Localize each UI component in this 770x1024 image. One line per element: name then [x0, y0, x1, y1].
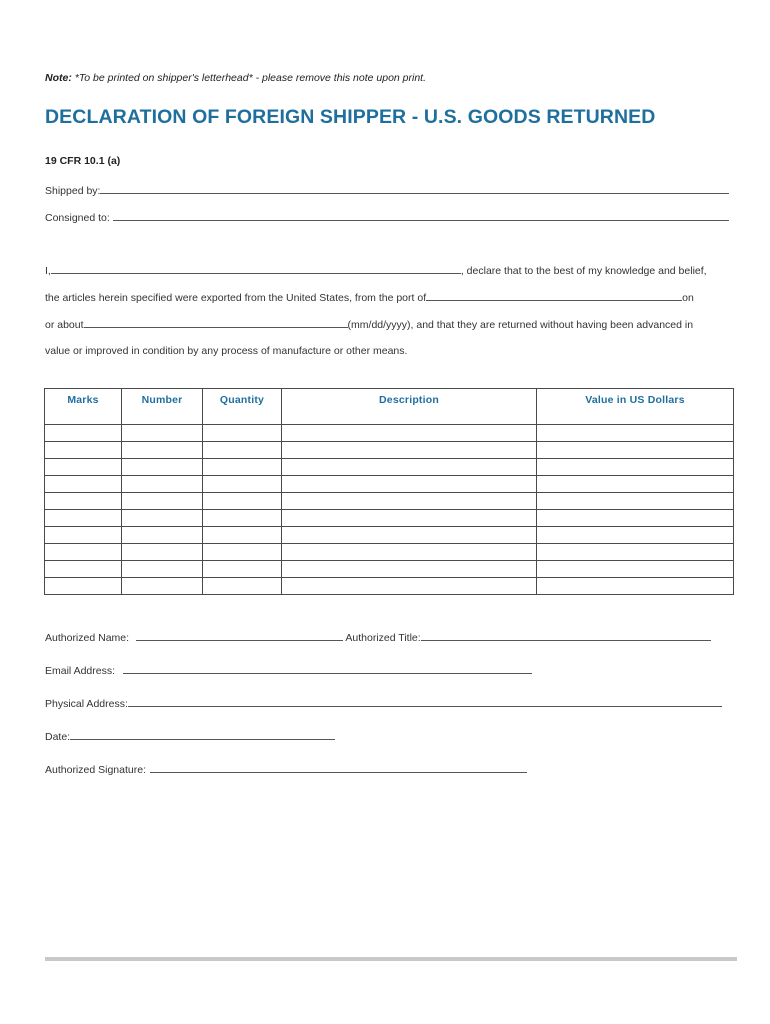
- date-label: Date:: [45, 731, 71, 743]
- shipped-by-field[interactable]: [100, 184, 729, 194]
- description-cell[interactable]: [282, 527, 537, 544]
- cfr-reference: 19 CFR 10.1 (a): [45, 155, 121, 167]
- number-cell[interactable]: [122, 442, 203, 459]
- header-quantity: Quantity: [203, 389, 282, 425]
- authorized-title-label: Authorized Title:: [343, 632, 421, 644]
- table-row: [45, 510, 734, 527]
- table-row: [45, 476, 734, 493]
- value-cell[interactable]: [537, 476, 734, 493]
- physical-address-row: [45, 697, 722, 710]
- number-cell[interactable]: [122, 578, 203, 595]
- articles-text: the articles herein specified were exported from the United States, from the port of: [45, 292, 427, 304]
- marks-cell[interactable]: [45, 561, 122, 578]
- value-statement: value or improved in condition by any process of manufacture or other means.: [45, 345, 408, 357]
- page-title: DECLARATION OF FOREIGN SHIPPER - U.S. GOODS RETURNED: [45, 106, 656, 128]
- goods-table: [44, 388, 734, 595]
- footer-divider: [45, 957, 737, 961]
- consigned-to-label: Consigned to:: [45, 212, 113, 224]
- consigned-to-row: [45, 211, 729, 224]
- number-cell[interactable]: [122, 476, 203, 493]
- table-row: [45, 442, 734, 459]
- number-cell[interactable]: [122, 510, 203, 527]
- physical-address-label: Physical Address:: [45, 698, 128, 710]
- export-port-field[interactable]: [426, 291, 682, 301]
- shipped-by-label: Shipped by:: [45, 185, 101, 197]
- quantity-cell[interactable]: [203, 425, 282, 442]
- print-note: [45, 72, 426, 84]
- export-date-field[interactable]: [84, 318, 348, 328]
- quantity-cell[interactable]: [203, 459, 282, 476]
- table-row: [45, 425, 734, 442]
- description-cell[interactable]: [282, 510, 537, 527]
- value-cell[interactable]: [537, 578, 734, 595]
- description-cell[interactable]: [282, 425, 537, 442]
- quantity-cell[interactable]: [203, 578, 282, 595]
- header-value-usd: Value in US Dollars: [537, 389, 734, 425]
- note-text: *To be printed on shipper's letterhead* - please remove this note upon print.: [71, 72, 427, 84]
- table-header-row: [45, 389, 734, 425]
- authorized-name-row: [45, 631, 711, 644]
- number-cell[interactable]: [122, 544, 203, 561]
- value-cell[interactable]: [537, 527, 734, 544]
- date-field[interactable]: [70, 730, 335, 740]
- table-row: [45, 561, 734, 578]
- value-cell[interactable]: [537, 493, 734, 510]
- date-row: [45, 730, 335, 743]
- marks-cell[interactable]: [45, 459, 122, 476]
- marks-cell[interactable]: [45, 476, 122, 493]
- quantity-cell[interactable]: [203, 527, 282, 544]
- declarant-name-field[interactable]: [51, 264, 461, 274]
- value-cell[interactable]: [537, 561, 734, 578]
- number-cell[interactable]: [122, 561, 203, 578]
- table-row: [45, 544, 734, 561]
- number-cell[interactable]: [122, 459, 203, 476]
- quantity-cell[interactable]: [203, 544, 282, 561]
- note-label: Note:: [45, 72, 72, 84]
- marks-cell[interactable]: [45, 425, 122, 442]
- marks-cell[interactable]: [45, 544, 122, 561]
- description-cell[interactable]: [282, 459, 537, 476]
- authorized-name-field[interactable]: [136, 631, 343, 641]
- on-text: on: [682, 292, 694, 304]
- table-row: [45, 493, 734, 510]
- email-field[interactable]: [123, 664, 532, 674]
- header-description: Description: [282, 389, 537, 425]
- table-row: [45, 459, 734, 476]
- authorized-name-label: Authorized Name:: [45, 632, 130, 644]
- value-cell[interactable]: [537, 510, 734, 527]
- marks-cell[interactable]: [45, 442, 122, 459]
- description-cell[interactable]: [282, 544, 537, 561]
- marks-cell[interactable]: [45, 578, 122, 595]
- email-row: [45, 664, 532, 677]
- header-number: Number: [122, 389, 203, 425]
- description-cell[interactable]: [282, 493, 537, 510]
- value-cell[interactable]: [537, 544, 734, 561]
- value-cell[interactable]: [537, 425, 734, 442]
- quantity-cell[interactable]: [203, 510, 282, 527]
- quantity-cell[interactable]: [203, 442, 282, 459]
- number-cell[interactable]: [122, 425, 203, 442]
- signature-field[interactable]: [150, 763, 527, 773]
- marks-cell[interactable]: [45, 493, 122, 510]
- table-row: [45, 578, 734, 595]
- marks-cell[interactable]: [45, 510, 122, 527]
- date-format-text: (mm/dd/yyyy), and that they are returned without having been advanced in: [347, 319, 694, 331]
- declarant-prefix: I,: [45, 265, 51, 277]
- quantity-cell[interactable]: [203, 493, 282, 510]
- declare-text: , declare that to the best of my knowledge and belief,: [460, 265, 707, 277]
- marks-cell[interactable]: [45, 527, 122, 544]
- description-cell[interactable]: [282, 561, 537, 578]
- table-row: [45, 527, 734, 544]
- shipped-by-row: [45, 184, 729, 197]
- email-label: Email Address:: [45, 665, 116, 677]
- description-cell[interactable]: [282, 442, 537, 459]
- declarant-row: [45, 264, 707, 277]
- authorized-title-field[interactable]: [421, 631, 711, 641]
- value-cell[interactable]: [537, 459, 734, 476]
- signature-row: [45, 763, 527, 776]
- description-cell[interactable]: [282, 476, 537, 493]
- physical-address-field[interactable]: [128, 697, 722, 707]
- export-port-row: [45, 291, 694, 304]
- number-cell[interactable]: [122, 493, 203, 510]
- header-marks: Marks: [45, 389, 122, 425]
- export-date-row: [45, 318, 693, 331]
- quantity-cell[interactable]: [203, 476, 282, 493]
- quantity-cell[interactable]: [203, 561, 282, 578]
- number-cell[interactable]: [122, 527, 203, 544]
- description-cell[interactable]: [282, 578, 537, 595]
- signature-label: Authorized Signature:: [45, 764, 146, 776]
- consigned-to-field[interactable]: [113, 211, 729, 221]
- or-about-text: or about: [45, 319, 84, 331]
- value-cell[interactable]: [537, 442, 734, 459]
